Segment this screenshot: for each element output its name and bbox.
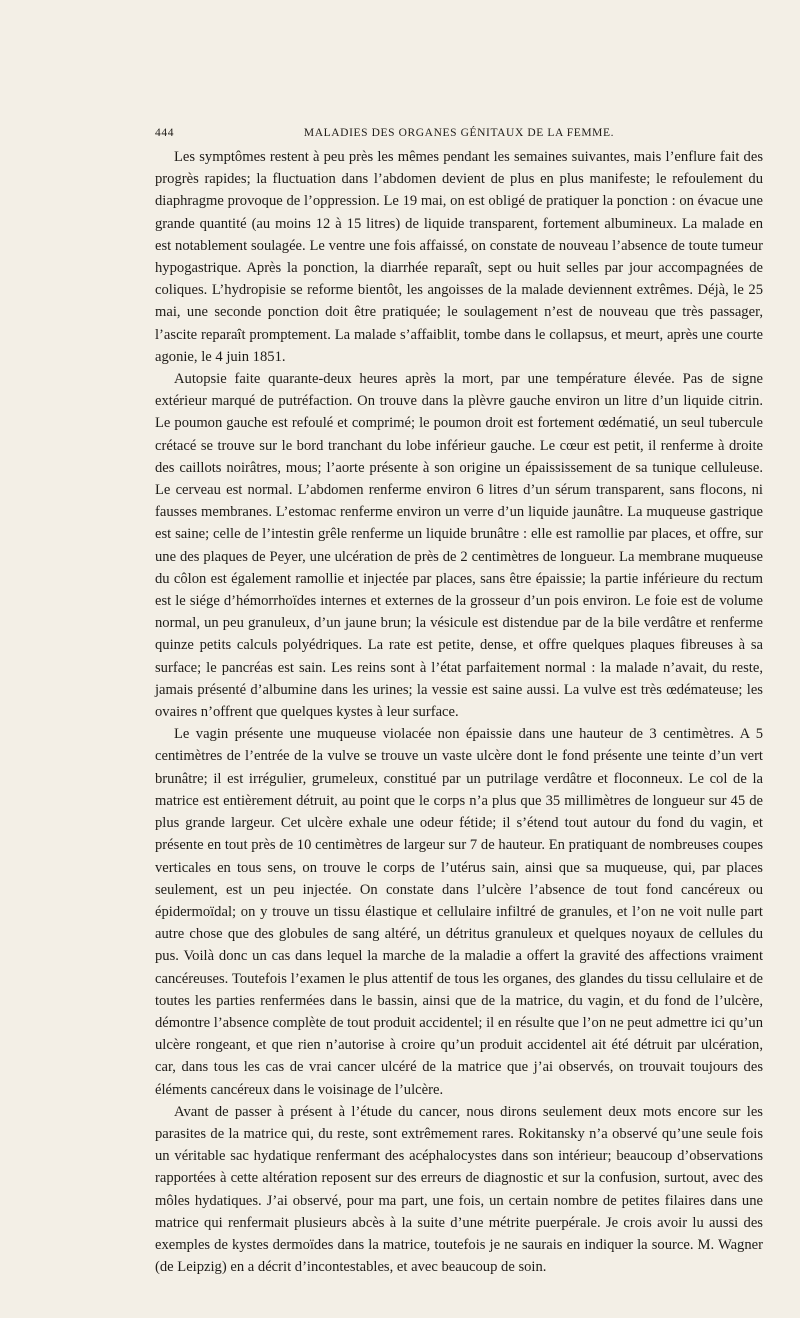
page-header: [155, 127, 763, 143]
paragraph-symptoms: Les symptômes restent à peu près les mêmes pendant les semaines suivantes, mais l’enflure fait des progrès rapides; la fluctuation dans l’abdomen devient de plus en plus manifeste; le refoulement du diaphragme provoque de l’oppression. Le 19 mai, on est obligé de pratiquer la ponction : on évacue une grande quantité (au moins 12 à 15 litres) de liquide transparent, fortement albumineux. La malade en est notablement soulagée. Le ventre une fois affaissé, on constate de nouveau l’absence de toute tumeur hypogastrique. Après la ponction, la diarrhée reparaît, sept ou huit selles par jour accompagnées de coliques. L’hydropisie se reforme bientôt, les angoisses de la malade deviennent extrêmes. Déjà, le 25 mai, une seconde ponction doit être pratiquée; le soulagement n’est de nouveau que très passager, l’ascite reparaît promptement. La malade s’affaiblit, tombe dans le collapsus, et meurt, après une courte agonie, le 4 juin 1851.: [155, 149, 763, 365]
body-text: [155, 146, 763, 1278]
running-head: MALADIES DES ORGANES GÉNITAUX DE LA FEMME.: [303, 127, 615, 139]
paragraph-parasites: Avant de passer à présent à l’étude du cancer, nous dirons seulement deux mots encore sur les parasites de la matrice qui, du reste, sont extrêmement rares. Rokitansky n’a observé qu’une seule fois un véritable sac hydatique renfermant des acéphalocystes dans son intérieur; beaucoup d’observations rapportées à cette altération reposent sur des erreurs de diagnostic et sur la confusion, surtout, avec des môles hydatiques. J’ai observé, pour ma part, une fois, un certain nombre de petites filaires dans une matrice qui renfermait plusieurs abcès à la suite d’une métrite puerpérale. Je crois avoir lu aussi des exemples de kystes dermoïdes dans la matrice, toutefois je ne saurais en indiquer la source. M. Wagner (de Leipzig) en a décrit d’incontestables, et avec beaucoup de soin.: [155, 1103, 763, 1276]
paragraph-autopsy: Autopsie faite quarante-deux heures après la mort, par une température élevée. Pas de signe extérieur marqué de putréfaction. On trouve dans la plèvre gauche environ un litre d’un liquide citrin. Le poumon gauche est refoulé et comprimé; le poumon droit est fortement œdématié, un seul tubercule crétacé se trouve sur le bord tranchant du lobe inférieur gauche. Le cœur est petit, il renferme à droite des caillots noirâtres, mous; l’aorte présente à son origine un épaississement de sa tunique celluleuse. Le cerveau est normal. L’abdomen renferme environ 6 litres d’un sérum transparent, sans flocons, ni fausses membranes. L’estomac renferme environ un verre d’un liquide jaunâtre. La muqueuse gastrique est saine; celle de l’intestin grêle renferme un liquide brunâtre : elle est ramollie par places, et offre, sur une des plaques de Peyer, une ulcération de près de 2 centimètres de longueur. La membrane muqueuse du côlon est également ramollie et injectée par places, sans être épaissie; la partie inférieure du rectum est le siége d’hémorrhoïdes internes et externes de la grosseur d’un pois environ. Le foie est de volume normal, un peu granuleux, d’un jaune brun; la vésicule est distendue par de la bile verdâtre et renferme quinze petits calculs polyédriques. La rate est petite, dense, et offre quelques plaques fibreuses à sa surface; le pancréas est sain. Les reins sont à l’état parfaitement normal : la malade n’avait, du reste, jamais présenté d’albumine dans les urines; la vessie est saine aussi. La vulve est très œdémateuse; les ovaires n’offrent que quelques kystes à leur surface.: [155, 371, 763, 721]
page-number: 444: [155, 127, 175, 139]
paragraph-vagina-ulcer: Le vagin présente une muqueuse violacée non épaissie dans une hauteur de 3 centimètres. A 5 centimètres de l’entrée de la vulve se trouve un vaste ulcère dont le fond présente une teinte d’un vert brunâtre; il est irrégulier, grumeleux, constitué par un putrilage verdâtre et floconneux. Le col de la matrice est entièrement détruit, au point que le corps n’a plus que 35 millimètres de longueur sur 45 de plus grande largeur. Cet ulcère exhale une odeur fétide; il s’étend tout autour du fond du vagin, et présente en tout près de 10 centimètres de largeur sur 7 de hauteur. En pratiquant de nombreuses coupes verticales en tous sens, on trouve le corps de l’utérus sain, ainsi que sa muqueuse, qui, par places seulement, est un peu injectée. On constate dans l’ulcère l’absence de tout fond cancéreux ou épidermoïdal; on y trouve un tissu élastique et cellulaire infiltré de granules, et l’on ne voit nulle part autre chose que des globules de sang altéré, un détritus granuleux et quelques noyaux de cellules du pus. Voilà donc un cas dans lequel la marche de la maladie a offert la gravité des affections vraiment cancéreuses. Toutefois l’examen le plus attentif de tous les organes, des glandes du tissu cellulaire et de toutes les parties renfermées dans le bassin, ainsi que de la matrice, du vagin, et du fond de l’ulcère, démontre l’absence complète de tout produit accidentel; il en résulte que l’on ne peut admettre ici qu’un ulcère rongeant, et que rien n’autorise à croire qu’un produit accidentel ait été détruit par ulcération, car, dans tous les cas de vrai cancer ulcéré de la matrice que j’ai observés, on trouvait toujours des éléments cancéreux dans le voisinage de l’ulcère.: [155, 726, 763, 1098]
